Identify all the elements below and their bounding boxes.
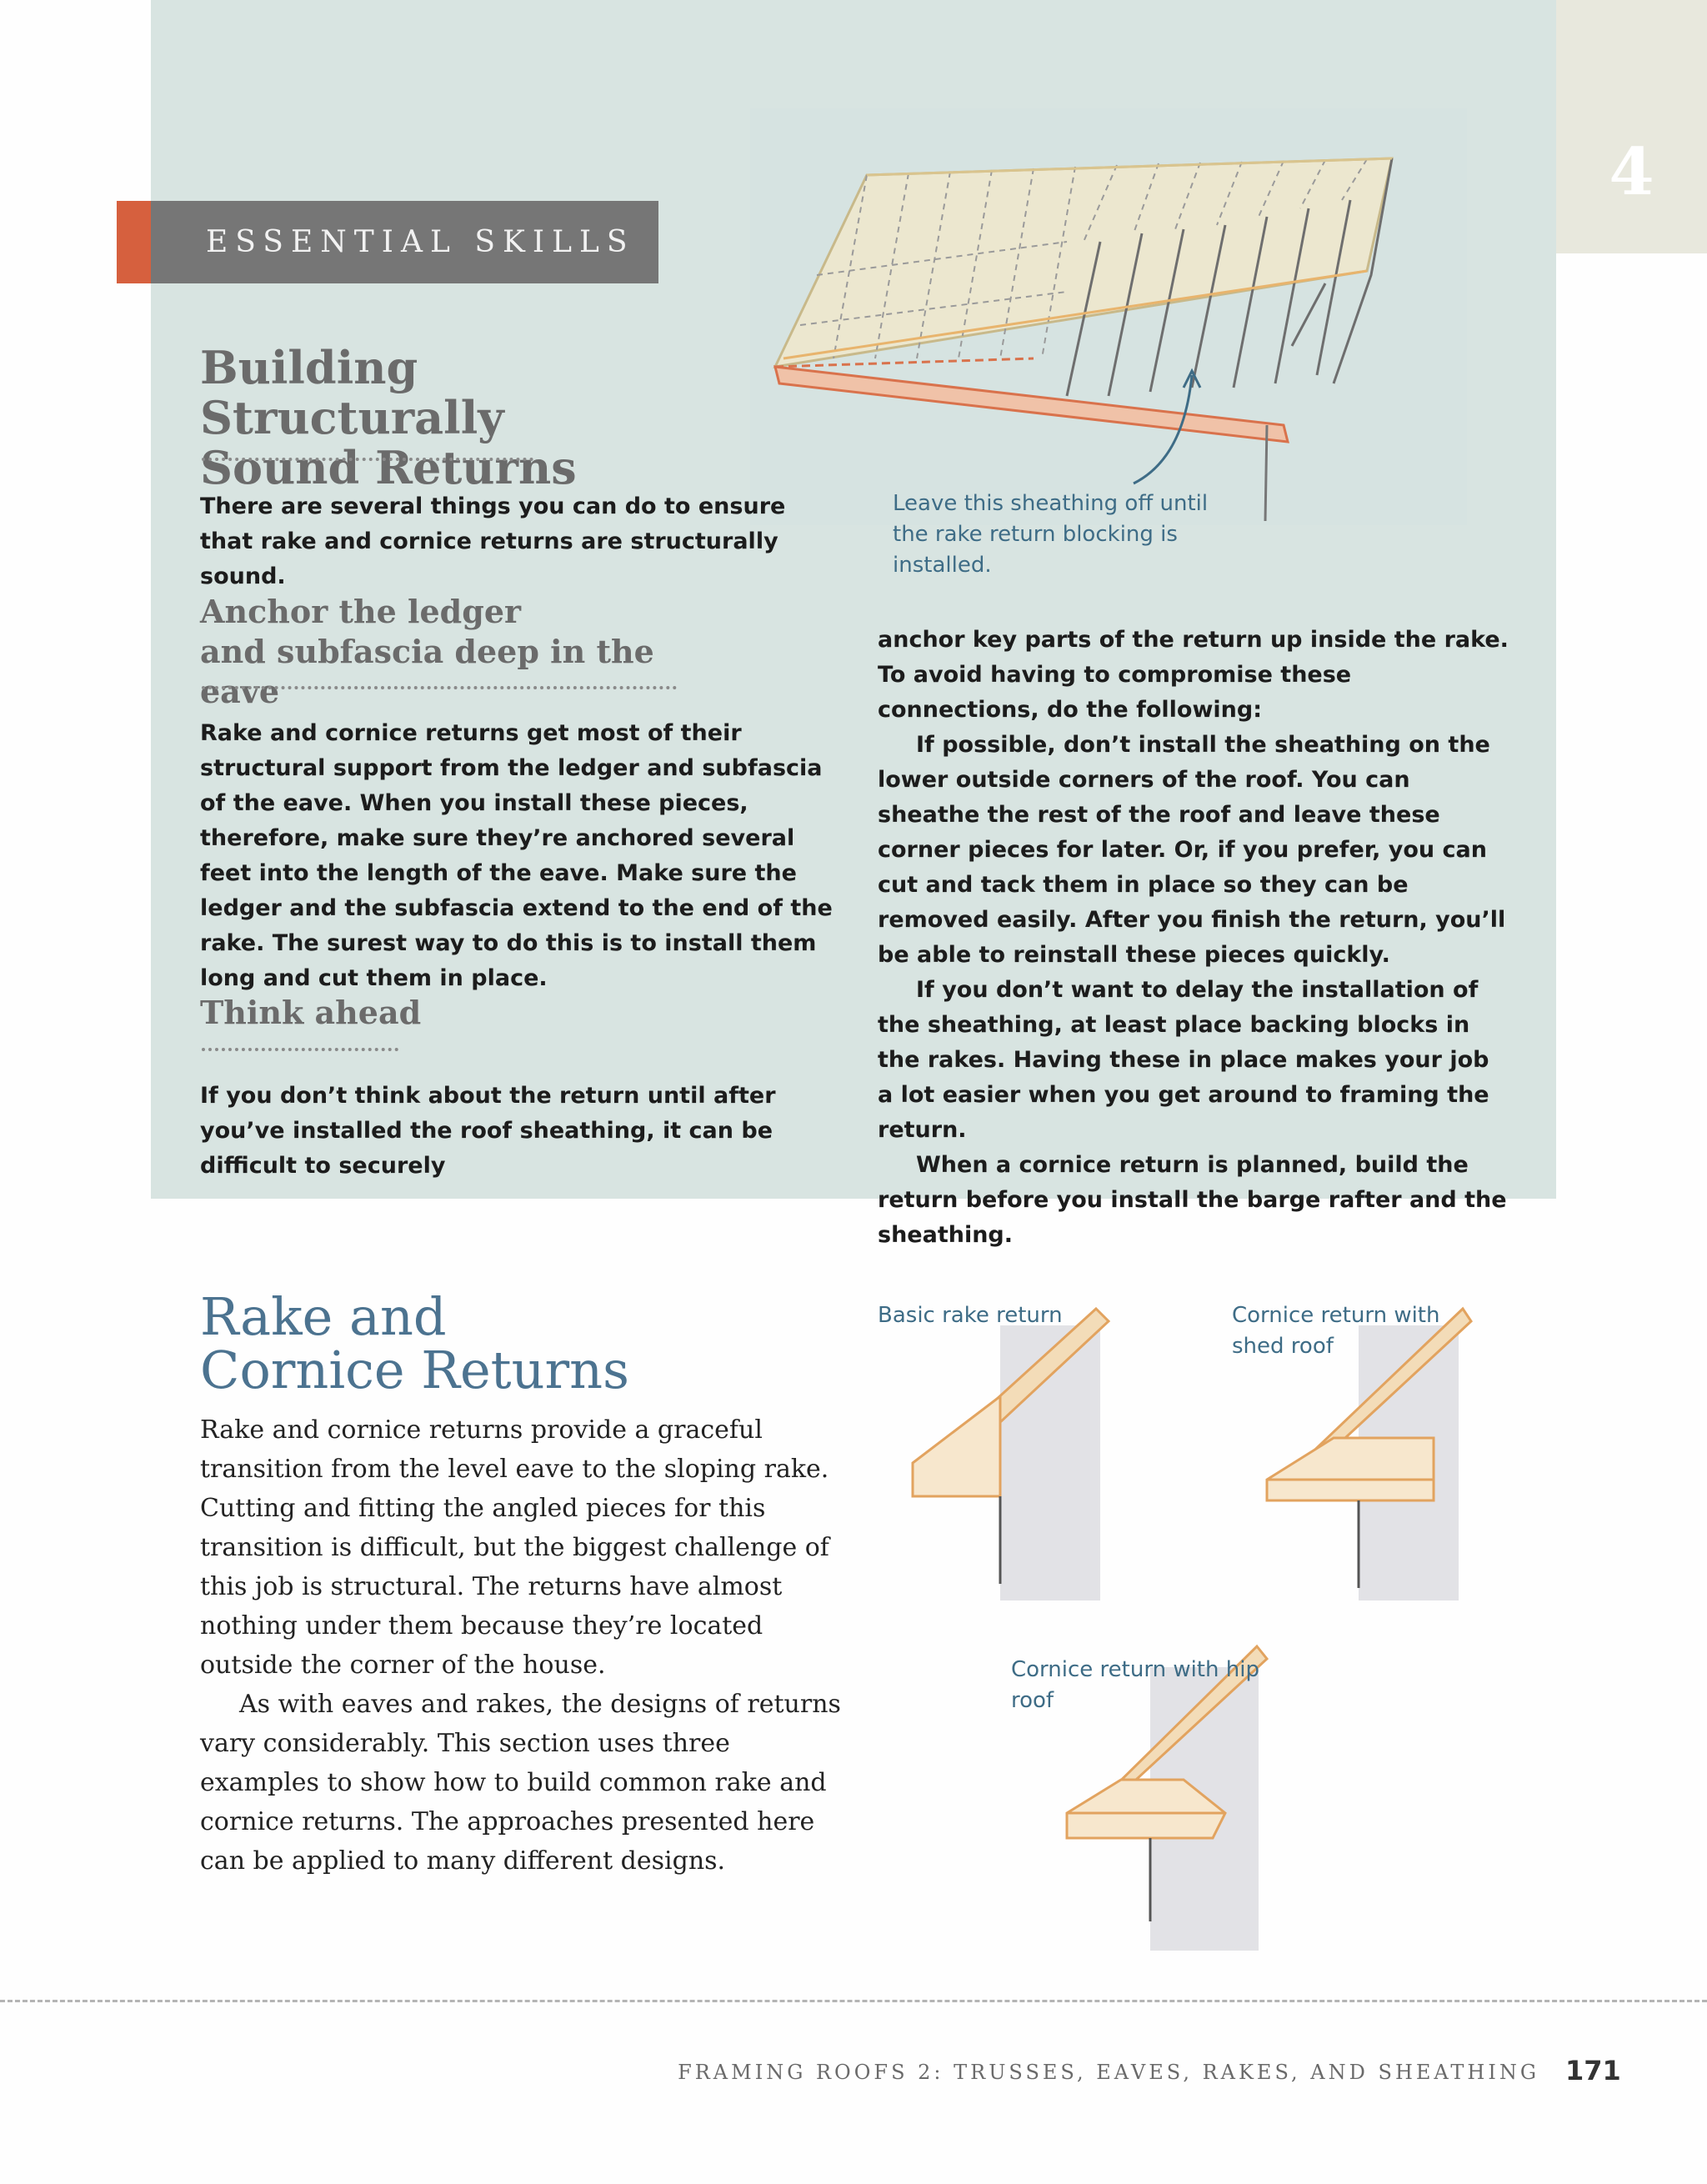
col2-paragraph-2: If possible, don’t install the sheathing on the lower outside corners of the roof. You can sheathe the rest of the roof and leave these corner pieces for later. Or, if you prefer, you can cut and tack them in place so they can be removed easily. After you finish the return, you’ll be able to reinstall these pieces quickly. — [878, 732, 1506, 968]
chapter-tab — [1556, 0, 1707, 253]
section-title — [200, 1286, 850, 1400]
sidebar-title — [200, 343, 733, 493]
chapter-number: 4 — [1609, 134, 1654, 210]
running-head: FRAMING ROOFS 2: TRUSSES, EAVES, RAKES, AND SHEATHING — [678, 2061, 1539, 2084]
think-heading: Think ahead — [200, 994, 422, 1031]
section-title-line-1: Rake and — [200, 1286, 447, 1347]
anchor-heading — [200, 592, 733, 712]
title-dotted-rule — [202, 458, 533, 461]
anchor-dotted-rule — [202, 686, 677, 689]
page-number: 171 — [1565, 2055, 1621, 2086]
hip-cornice-caption: Cornice return with hip roof — [1011, 1657, 1259, 1713]
section-paragraph-1: Rake and cornice returns provide a graceful transition from the level eave to the sloping rake. Cutting and fitting the angled pieces for this transition is difficult, but the biggest challenge of this job is structural. The returns have almost nothing under them because they’re located outside the corner of the house. — [200, 1415, 829, 1680]
col2-paragraph-4: When a cornice return is planned, build the return before you install the barge rafter and the sheathing. — [878, 1152, 1507, 1248]
think-paragraph: If you don’t think about the return until after you’ve installed the roof sheathing, it can be difficult to securely — [200, 1083, 776, 1179]
basic-rake-return-illustration — [900, 1300, 1117, 1600]
col2-paragraph-3: If you don’t want to delay the installation of the sheathing, at least place backing blocks in the rakes. Having these in place makes your job a lot easier when you get around to framing the return. — [878, 977, 1489, 1143]
roof-sheathing-illustration — [750, 108, 1467, 525]
banner-label: ESSENTIAL SKILLS — [206, 225, 635, 259]
section-paragraph-2: As with eaves and rakes, the designs of returns vary considerably. This section uses three examples to show how to build common rake and cornice returns. The approaches presented here can be applied to many different designs. — [200, 1690, 841, 1876]
anchor-heading-line-1: Anchor the ledger — [200, 593, 522, 630]
section-body — [200, 1410, 842, 1881]
basic-rake-caption: Basic rake return — [878, 1303, 1063, 1328]
col2-paragraph-1: anchor key parts of the return up inside the rake. To avoid having to compromise these connections, do the following: — [878, 627, 1509, 723]
think-dotted-rule — [202, 1048, 398, 1051]
sheathing-caption: Leave this sheathing off until the rake return blocking is installed. — [893, 491, 1209, 578]
shed-cornice-caption: Cornice return with shed roof — [1232, 1303, 1440, 1359]
anchor-paragraph: Rake and cornice returns get most of their structural support from the ledger and subfascia of the eave. When you install these pieces, therefore, make sure they’re anchored several feet into the length of the eave. Make sure the ledger and the subfascia extend to the end of the rake. The surest way to do this is to install them long and cut them in place. — [200, 720, 833, 991]
banner-accent — [117, 201, 152, 283]
sidebar-title-line-2: Sound Returns — [200, 441, 577, 494]
footer-divider — [0, 2000, 1707, 2002]
sidebar-intro: There are several things you can do to ensure that rake and cornice returns are structurally sound. — [200, 493, 786, 589]
sidebar-column-2 — [878, 623, 1511, 1253]
section-title-line-2: Cornice Returns — [200, 1340, 629, 1400]
anchor-heading-line-2: and subfascia deep in the eave — [200, 633, 654, 710]
sidebar-title-line-1: Building Structurally — [200, 341, 504, 444]
